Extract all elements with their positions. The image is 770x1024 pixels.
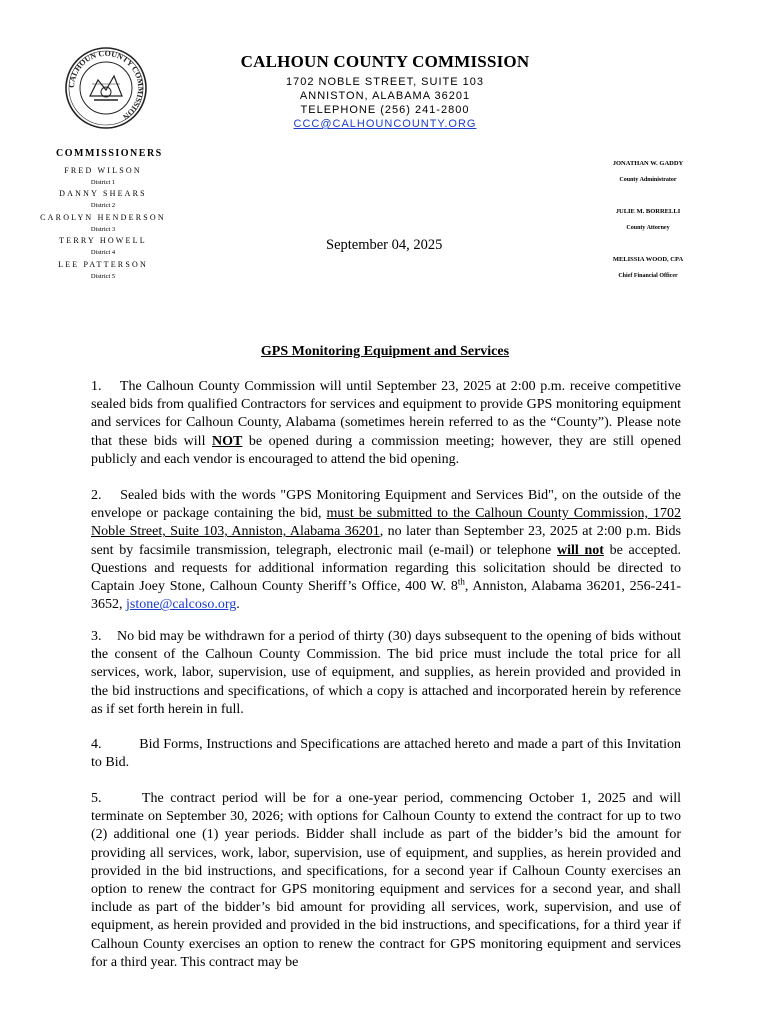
paragraph-text: be accepted. Questions and requests for additional information regarding this solicitation should be directed to Captain Joey Stone, Calhoun County Sheriff’s Office, 400 W. 8: [91, 542, 681, 595]
phone-line: TELEPHONE (256) 241-2800: [300, 104, 470, 116]
paragraph-text: Sealed bids with the words "GPS Monitoring Equipment and Services Bid", on the outside of the envelope or package containing the bid,: [91, 488, 682, 522]
commissioner-district: District 1: [90, 179, 116, 186]
commissioner-name: DANNY SHEARS: [59, 189, 147, 198]
commissioner-name: CAROLYN HENDERSON: [40, 213, 166, 222]
paragraph-number: 3.: [91, 629, 102, 644]
letterhead: [150, 52, 620, 131]
commissioner-district: District 2: [90, 202, 116, 209]
paragraph-text: No bid may be withdrawn for a period of thirty (30) days subsequent to the opening of bids without the consent of the Calhoun County Commission. The bid price must include the total price for all services, work, labor, supervision, use of equipment, and supplies, as herein provided and provided in the bid instructions and specifications, of which a copy is attached and incorporated herein by reference as if set forth herein in full.: [91, 629, 682, 717]
paragraph-text: , no later than September 23, 2025 at 2:00 p.m. Bids sent by facsimile transmission, telegraph, electronic mail (e-mail) or telephone: [91, 524, 681, 558]
officer-title: County Attorney: [626, 225, 670, 231]
commissioner-name: FRED WILSON: [64, 166, 142, 175]
commissioner-name: TERRY HOWELL: [59, 236, 147, 245]
paragraph-number: 5.: [91, 791, 102, 806]
paragraph-text: , Anniston, Alabama 36201, 256-241-3652,: [91, 579, 681, 613]
seal-text: CALHOUN COUNTY COMMISSION: [66, 48, 146, 122]
commissioners-heading: COMMISSIONERS: [56, 148, 163, 159]
commissioner-district: District 5: [90, 273, 116, 280]
submission-address: must be submitted to the Calhoun County Commission, 1702 Noble Street, Suite 103, Anniston, Alabama 36201: [91, 506, 681, 540]
paragraph-3: [91, 628, 681, 719]
subject-heading: GPS Monitoring Equipment and Services: [260, 344, 510, 359]
paragraph-text: be opened during a commission meeting; however, they are still opened publicly and each vendor is encouraged to attend the bid opening.: [91, 433, 681, 467]
emphasis-not: NOT: [212, 433, 243, 449]
letter-date: September 04, 2025: [326, 237, 443, 253]
paragraph-text: The contract period will be for a one-year period, commencing October 1, 2025 and will terminate on September 30, 2026; with options for Calhoun County to extend the contract for up to two (2) additional one (1) year periods. Bidder shall include as part of the bidder’s bid the amount for providing all services, work, labor, supervision, use of equipment, and supplies, as herein provided and provided in the bid instructions, and specifications, for a second year if Calhoun County exercises an option to renew the contract for GPS monitoring equipment and services for a second year, and shall include as part of the bidder’s bid amount for providing all services, work, supervision, and use of equipment, as herein provided and provided in the bid instructions, and specifications, for a third year if Calhoun County exercises an option to renew the contract for GPS monitoring equipment and services for a third year. This contract may be: [91, 791, 681, 970]
paragraph-1: [91, 378, 681, 469]
commissioner-district: District 4: [90, 249, 116, 256]
paragraph-number: 1.: [91, 379, 102, 394]
county-seal: [64, 46, 148, 130]
paragraph-text: The Calhoun County Commission will until September 23, 2025 at 2:00 p.m. receive competitive sealed bids from qualified Contractors for services and equipment to provide GPS monitoring equipment and services for Calhoun County, Alabama (sometimes herein referred to as the “County”). Please note that these bids will: [91, 379, 681, 449]
address-line2: ANNISTON, ALABAMA 36201: [299, 90, 471, 102]
email-link[interactable]: CCC@CALHOUNCOUNTY.ORG: [293, 118, 477, 130]
paragraph-2: [91, 487, 681, 614]
paragraph-text: .: [236, 597, 240, 613]
address-line1: 1702 NOBLE STREET, SUITE 103: [286, 76, 484, 88]
officer-name: JONATHAN W. GADDY: [612, 160, 684, 167]
commissioner-district: District 3: [90, 226, 116, 233]
org-name: CALHOUN COUNTY COMMISSION: [240, 52, 530, 71]
officer-name: MELISSIA WOOD, CPA: [612, 256, 684, 263]
commissioner-name: LEE PATTERSON: [58, 260, 148, 269]
ordinal-suffix: th: [457, 576, 465, 587]
paragraph-number: 4.: [91, 737, 102, 752]
paragraph-number: 2.: [91, 488, 102, 503]
officer-title: County Administrator: [619, 177, 677, 183]
officer-title: Chief Financial Officer: [618, 273, 678, 279]
paragraph-text: Bid Forms, Instructions and Specifications are attached hereto and made a part of this Invitation to Bid.: [91, 737, 682, 771]
contact-email-link[interactable]: jstone@calcoso.org: [126, 597, 237, 613]
officer-name: JULIE M. BORRELLI: [615, 208, 681, 215]
paragraph-4: [91, 736, 681, 772]
paragraph-5: [91, 790, 681, 972]
emphasis-will-not: will not: [556, 542, 604, 558]
